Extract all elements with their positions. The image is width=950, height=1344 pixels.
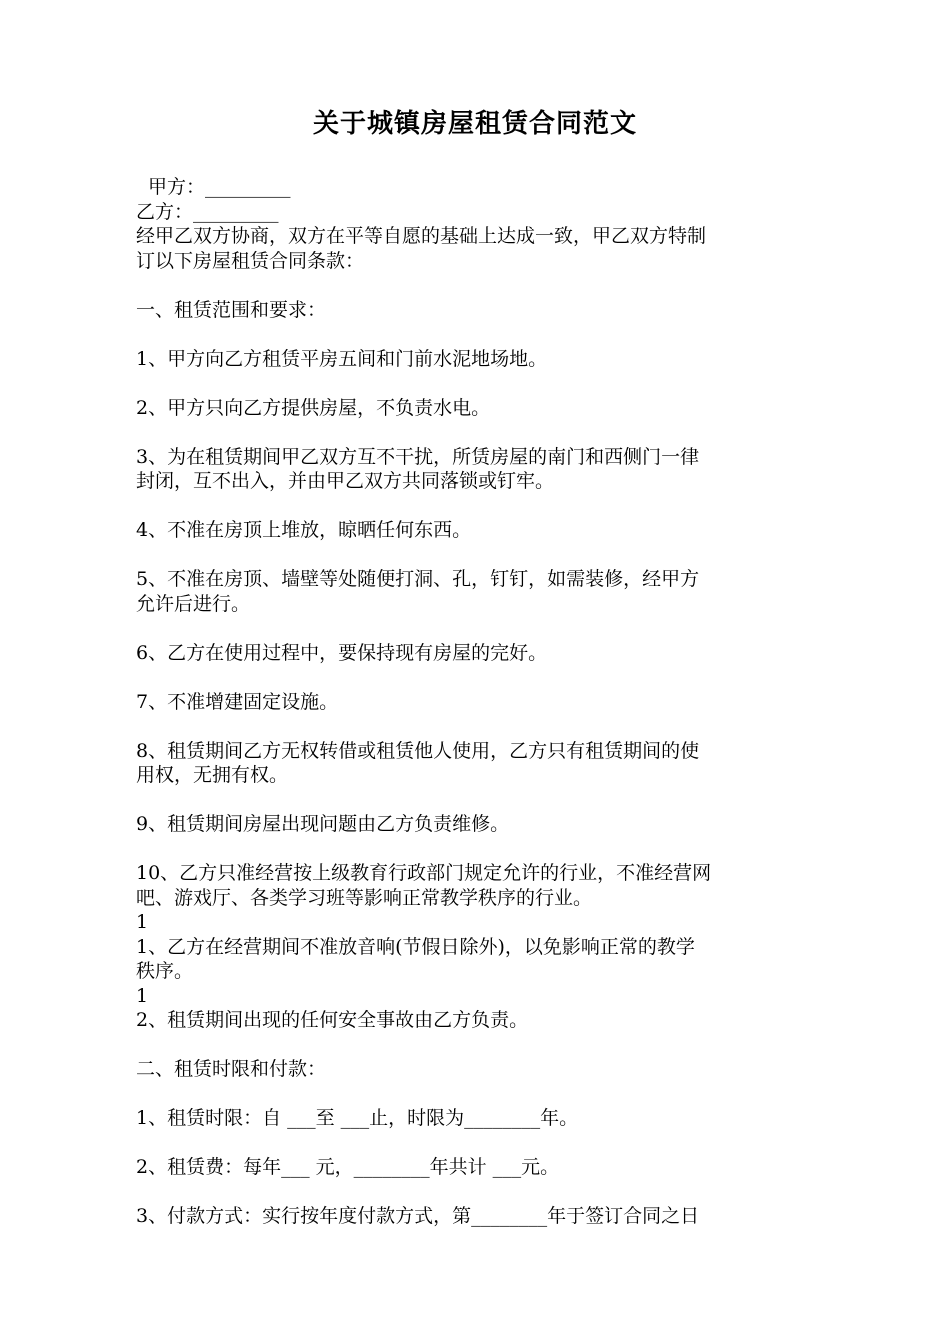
paragraph-gap xyxy=(136,1131,816,1156)
clause-line: 1、乙方在经营期间不准放音响(节假日除外)，以免影响正常的教学 xyxy=(136,935,695,958)
section-heading: 一、租赁范围和要求： xyxy=(136,298,327,321)
clause-line: 2、租赁费：每年___ 元，________年共计 ___元。 xyxy=(136,1156,560,1178)
paragraph-line: 经甲乙双方协商，双方在平等自愿的基础上达成一致，甲乙双方特制 xyxy=(136,225,707,247)
clause-line: 用权，无拥有权。 xyxy=(136,764,289,786)
clause-line: 3、付款方式：实行按年度付款方式，第________年于签订合同之日 xyxy=(136,1205,700,1227)
clause-line: 3、为在租赁期间甲乙双方互不干扰，所赁房屋的南门和西侧门一律 xyxy=(136,445,700,468)
paragraph-line: 订以下房屋租赁合同条款： xyxy=(136,249,365,272)
paragraph-gap xyxy=(136,371,816,396)
paragraph-gap xyxy=(136,273,816,298)
clause-line: 1、租赁时限：自 ___至 ___止，时限为________年。 xyxy=(136,1107,579,1129)
party-b-line: 乙方：_________ xyxy=(136,200,279,223)
clause-line: 1 xyxy=(136,984,149,1007)
paragraph-gap xyxy=(136,1033,816,1058)
clause-line: 封闭，互不出入，并由甲乙双方共同落锁或钉牢。 xyxy=(136,470,555,492)
clause-line: 1 xyxy=(136,911,149,933)
clause-line: 9、租赁期间房屋出现问题由乙方负责维修。 xyxy=(136,813,510,835)
clause-line: 6、乙方在使用过程中，要保持现有房屋的完好。 xyxy=(136,641,548,664)
paragraph-gap xyxy=(136,494,816,519)
paragraph-gap xyxy=(136,665,816,690)
clause-line: 4、不准在房顶上堆放，晾晒任何东西。 xyxy=(136,519,472,541)
paragraph-gap xyxy=(136,788,816,813)
paragraph-gap xyxy=(136,1180,816,1205)
paragraph-gap xyxy=(136,616,816,641)
paragraph-gap xyxy=(136,1082,816,1107)
document-body xyxy=(136,175,816,1229)
party-a-line: 甲方：_________ xyxy=(148,176,291,198)
paragraph-gap xyxy=(136,837,816,862)
clause-line: 10、乙方只准经营按上级教育行政部门规定允许的行业，不准经营网 xyxy=(136,862,712,884)
clause-line: 1、甲方向乙方租赁平房五间和门前水泥地场地。 xyxy=(136,347,548,370)
paragraph-gap xyxy=(136,322,816,347)
paragraph-gap xyxy=(136,420,816,445)
clause-line: 2、租赁期间出现的任何安全事故由乙方负责。 xyxy=(136,1009,529,1031)
clause-line: 秩序。 xyxy=(136,960,194,982)
clause-line: 吧、游戏厅、各类学习班等影响正常教学秩序的行业。 xyxy=(136,886,593,909)
clause-line: 8、租赁期间乙方无权转借或租赁他人使用，乙方只有租赁期间的使 xyxy=(136,739,700,762)
clause-line: 2、甲方只向乙方提供房屋，不负责水电。 xyxy=(136,396,491,419)
clause-line: 7、不准增建固定设施。 xyxy=(136,690,339,713)
paragraph-gap xyxy=(136,714,816,739)
clause-line: 5、不准在房顶、墙壁等处随便打洞、孔，钉钉，如需装修，经甲方 xyxy=(136,568,700,590)
clause-line: 允许后进行。 xyxy=(136,592,251,615)
paragraph-gap xyxy=(136,543,816,568)
document-title: 关于城镇房屋租赁合同范文 xyxy=(312,109,637,139)
section-heading: 二、租赁时限和付款： xyxy=(136,1058,327,1080)
